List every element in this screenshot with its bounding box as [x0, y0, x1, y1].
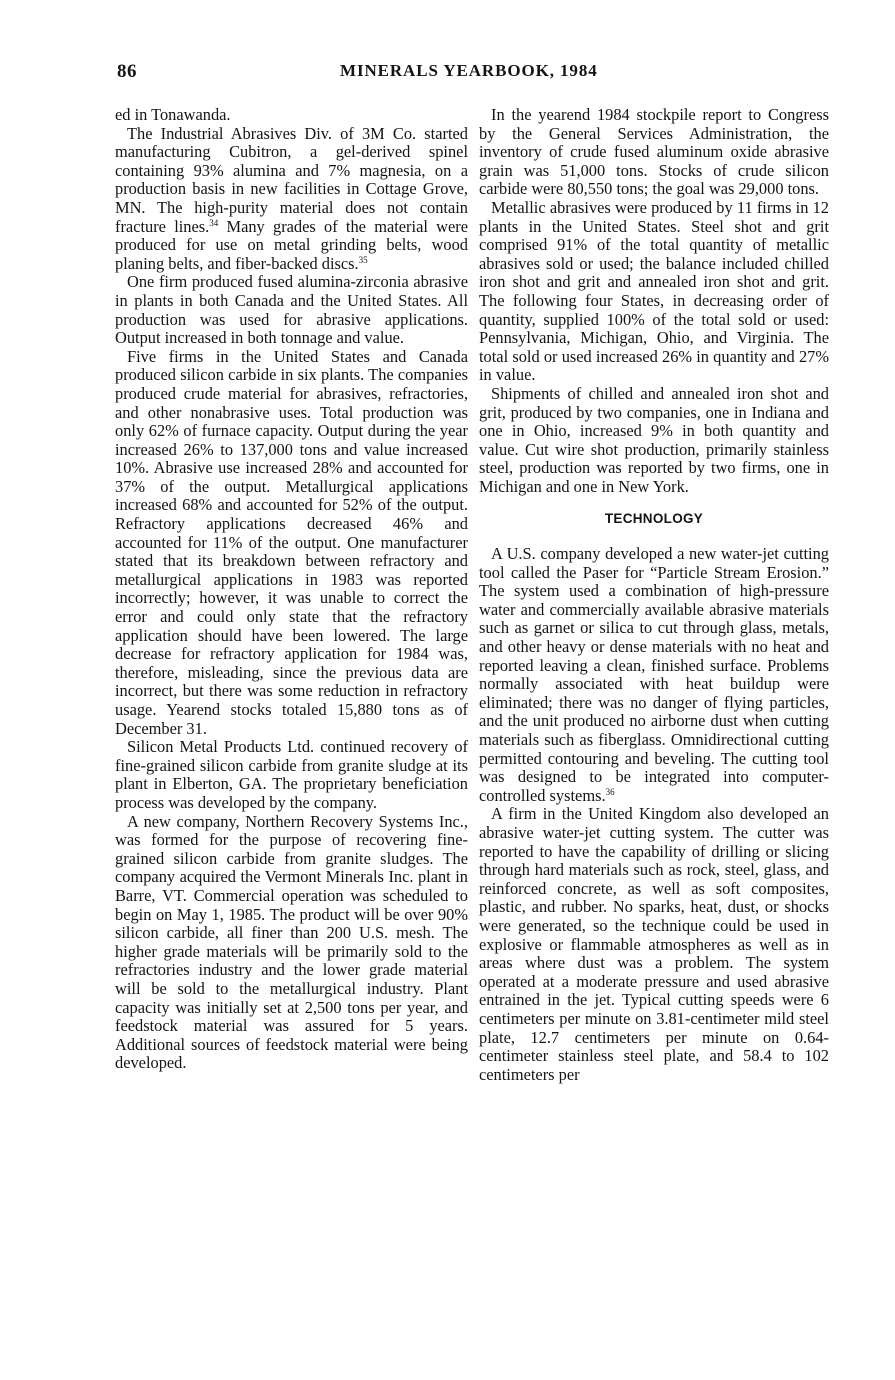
paragraph-northern-recovery: A new company, Northern Recovery Systems Inc., was formed for the purpose of recovering fine-grained silicon carbide from granite sludges. The company acquired the Vermont Minerals Inc. plant in Barre, VT. Commercial operation was scheduled to begin on May 1, 1985. The product will be over 90% silicon carbide, all finer than 200 U.S. mesh. The higher grade materials will be primarily sold to the refractories industry and the lower grade material will be sold to the metallurgical industry. Plant capacity was initially set at 2,500 tons per year, and feedstock material was assured for 5 years. Additional sources of feedstock material were being developed. — [115, 811, 468, 1073]
paragraph-silicon-carbide: Five firms in the United States and Canada produced silicon carbide in six plants. The companies produced crude material for abrasives, refractories, and other nonabrasive uses. Total production was only 62% of furnace capacity. Output during the year increased 26% to 137,000 tons and value increased 10%. Abrasive use increased 28% and accounted for 37% of the output. Metallurgical applications increased 68% and accounted for 52% of the output. Refractory applications decreased 46% and accounted for 11% of the output. One manufacturer stated that its breakdown between refractory and metallurgical applications in 1983 was reported incorrectly; however, it was unable to correct the error and could only state that the refractory application should have been lowered. The large decrease for refractory application for 1984 was, therefore, misleading, since the previous data are incorrect, but there was some reduction in refractory usage. Yearend stocks totaled 15,880 tons as of December 31. — [115, 346, 468, 738]
paragraph-text: The Industrial Abrasives Div. of 3M Co. started manufacturing Cubitron, a gel-derived spinel containing 93% alumina and 7% magnesia, on a production basis in new facilities in Cottage Grove, MN. The high-purity material does not contain fracture lines. — [115, 123, 468, 236]
paragraph-silicon-metal-products: Silicon Metal Products Ltd. continued recovery of fine-grained silicon carbide from granite sludge at its plant in Elberton, GA. The proprietary beneficiation process was developed by the company. — [115, 737, 468, 812]
paragraph-chilled-iron-shot: Shipments of chilled and annealed iron shot and grit, produced by two companies, one in Indiana and one in Ohio, increased 9% in both quantity and value. Cut wire shot production, primarily stainless steel, production was reported by two firms, one in Michigan and one in New York. — [479, 383, 829, 496]
paragraph-metallic-abrasives: Metallic abrasives were produced by 11 firms in 12 plants in the United States. Steel shot and grit comprised 91% of the total quantity of metallic abrasives sold or used; the balance included chilled iron shot and grit and annealed iron shot and grit. The following four States, in decreasing order of quantity, supplied 100% of the total sold or used: Pennsylvania, Michigan, Ohio, and Virginia. The total sold or used increased 26% in quantity and 27% in value. — [479, 197, 829, 385]
footnote-ref: 36 — [605, 786, 615, 797]
paragraph-uk-waterjet: A firm in the United Kingdom also developed an abrasive water-jet cutting system. The cutter was reported to have the capability of drilling or slicing through hard materials such as rock, steel, glass, and reinforced concrete, as well as soft composites, plastic, and rubber. No sparks, heat, dust, or shocks were generated, so the technique could be used in explosive or flammable atmospheres as well as in areas where dust was a problem. The system operated at a moderate pressure and used abrasive entrained in the jet. Typical cutting speeds were 6 centimeters per minute on 3.81-centimeter mild steel plate, 12.7 centimeters per minute on 0.64-centimeter stainless steel plate, and 58.4 to 102 centimeters per — [479, 804, 829, 1084]
section-heading-technology: TECHNOLOGY — [604, 511, 704, 527]
right-column — [479, 106, 829, 1084]
paragraph-continuation: ed in Tonawanda. — [115, 105, 231, 124]
left-column — [115, 106, 468, 1073]
footnote-ref: 35 — [358, 254, 368, 265]
paragraph-text: A U.S. company developed a new water-jet cutting tool called the Paser for “Particle Stream Erosion.” The system used a combination of high-pressure water and commercially available abrasive materials such as garnet or silica to cut through glass, metals, and other heavy or dense materials with no heat and reported leaving a clean, finished surface. Problems normally associated with heat buildup were eliminated; there was no danger of flying particles, and the unit produced no airborne dust when cutting materials such as fiberglass. Omnidirectional cutting permitted contouring and beveling. The cutting tool was designed to be integrated into computer-controlled systems. — [479, 544, 829, 805]
running-title: MINERALS YEARBOOK, 1984 — [340, 61, 598, 80]
paragraph-stockpile-report: In the yearend 1984 stockpile report to Congress by the General Services Administration, the inventory of crude fused aluminum oxide abrasive grain was 51,000 tons. Stocks of crude silicon carbide were 80,550 tons; the goal was 29,000 tons. — [479, 105, 829, 199]
page-number: 86 — [117, 61, 137, 82]
paragraph-text: Many grades of the material were produced for use on metal grinding belts, wood planing belts, and fiber-backed discs. — [115, 216, 468, 273]
paragraph-3m-cubitron — [115, 125, 468, 274]
footnote-ref: 34 — [209, 217, 219, 228]
paragraph-alumina-zirconia: One firm produced fused alumina-zirconia abrasive in plants in both Canada and the United States. All production was used for abrasive applications. Output increased in both tonnage and value. — [115, 272, 468, 348]
paragraph-paser-waterjet — [479, 545, 829, 805]
